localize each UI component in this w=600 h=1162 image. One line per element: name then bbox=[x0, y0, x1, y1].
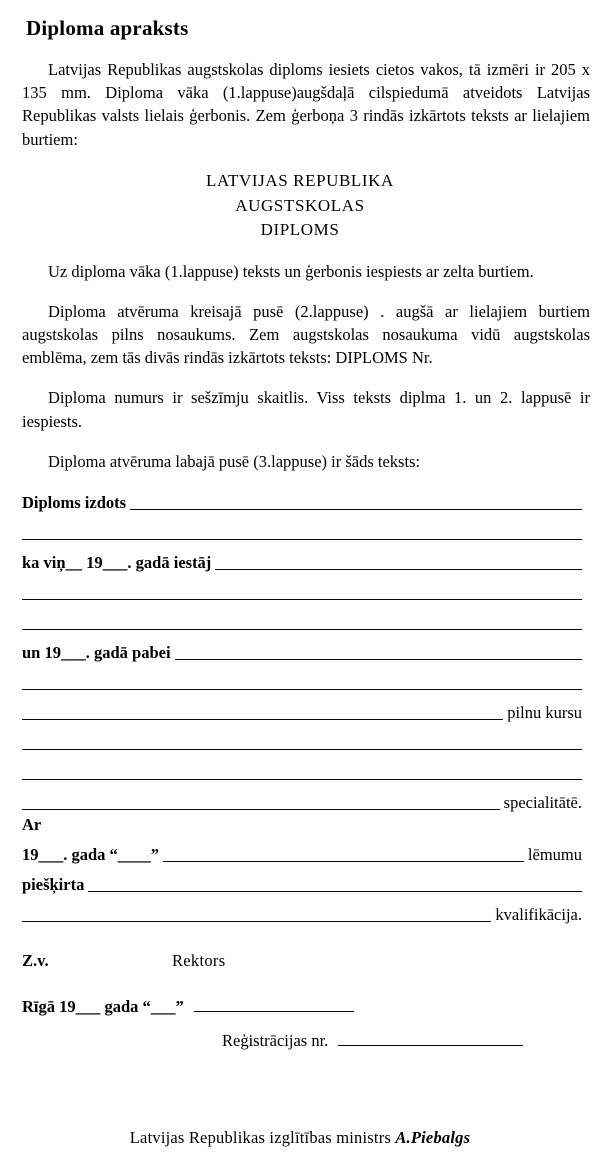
fill-line[interactable] bbox=[22, 628, 582, 630]
label-riga-gada: Rīgā 19___ gada “___” bbox=[22, 997, 184, 1017]
signature-row bbox=[22, 951, 582, 971]
label-registracijas-nr: Reģistrācijas nr. bbox=[222, 1031, 329, 1051]
label-ar: Ar bbox=[22, 815, 42, 835]
label-gada-datums: 19___. gada “____” bbox=[22, 845, 160, 865]
fill-line[interactable] bbox=[22, 748, 582, 750]
label-pilnu-kursu: pilnu kursu bbox=[507, 703, 582, 723]
paragraph-2: Uz diploma vāka (1.lappuse) teksts un ģerbonis iespiests ar zelta burtiem. bbox=[48, 261, 534, 281]
fill-line[interactable] bbox=[22, 538, 582, 540]
label-specialitate: specialitātē. bbox=[503, 793, 582, 813]
form-row-specialitate bbox=[22, 785, 582, 815]
form-row-blank-3 bbox=[22, 605, 582, 635]
label-diploms-izdots: Diploms izdots bbox=[22, 493, 127, 513]
label-un-gada-pabei: un 19___. gadā pabei bbox=[22, 643, 171, 663]
footer-signature bbox=[0, 1128, 600, 1148]
riga-date-row bbox=[22, 997, 582, 1017]
label-lemumu: lēmumu bbox=[527, 845, 582, 865]
form-row-kvalifikacija bbox=[22, 897, 582, 927]
fill-line[interactable] bbox=[88, 890, 582, 892]
form-row-diploms-izdots bbox=[22, 485, 582, 515]
fill-line[interactable] bbox=[22, 920, 491, 922]
form-row-blank-5 bbox=[22, 725, 582, 755]
cover-line-1: LATVIJAS REPUBLIKA bbox=[206, 171, 394, 191]
fill-line[interactable] bbox=[194, 1010, 354, 1012]
form-row-blank-1 bbox=[22, 515, 582, 545]
fill-line[interactable] bbox=[22, 688, 582, 690]
fill-line[interactable] bbox=[130, 508, 582, 510]
fill-line[interactable] bbox=[215, 568, 582, 570]
form-row-blank-4 bbox=[22, 665, 582, 695]
fill-line[interactable] bbox=[22, 778, 582, 780]
body-text-block bbox=[22, 260, 590, 473]
registration-row bbox=[22, 1031, 582, 1051]
document-page bbox=[0, 16, 600, 1162]
fill-line[interactable] bbox=[22, 718, 503, 720]
paragraph-4: Diploma numurs ir sešzīmju skaitlis. Viss teksts diplma 1. un 2. lappusē ir iespiests. bbox=[22, 388, 590, 431]
footer-minister-name: A.Piebalgs bbox=[395, 1128, 471, 1147]
fill-line[interactable] bbox=[163, 860, 524, 862]
paragraph-1: Latvijas Republikas augstskolas diploms iesiets cietos vakos, tā izmēri ir 205 x 135 mm. Diploma vāka (1.lappuse)augšdaļā cilspiedumā atveidots Latvijas Republikas valsts lielais ģerbonis. Zem ģerboņa 3 rindās izkārtots teksts ar lielajiem burtiem: bbox=[22, 59, 590, 149]
cover-line-2: AUGSTSKOLAS bbox=[235, 195, 365, 215]
intro-text-block bbox=[22, 58, 590, 152]
cover-line-3: DIPLOMS bbox=[260, 220, 340, 240]
form-row-ar bbox=[22, 815, 582, 837]
fill-line[interactable] bbox=[22, 808, 500, 810]
paragraph-3: Diploma atvēruma kreisajā pusē (2.lappuse) . augšā ar lielajiem burtiem augstskolas pilns nosaukums. Zem augstskolas nosaukuma vidū augstskolas emblēma, zem tās divās rindās izkārtots teksts: DIPLOMS Nr. bbox=[22, 301, 590, 368]
fill-line[interactable] bbox=[22, 598, 582, 600]
label-kvalifikacija: kvalifikācija. bbox=[495, 905, 582, 925]
form-row-pabei bbox=[22, 635, 582, 665]
form-row-pilnu-kursu bbox=[22, 695, 582, 725]
diploma-form bbox=[22, 485, 582, 927]
label-pieskirta: piešķirta bbox=[22, 875, 85, 895]
cover-text-block bbox=[0, 169, 600, 243]
form-row-pieskirta bbox=[22, 867, 582, 897]
paragraph-5: Diploma atvēruma labajā pusē (3.lappuse) ir šāds teksts: bbox=[48, 451, 421, 471]
label-zv: Z.v. bbox=[22, 951, 49, 971]
fill-line[interactable] bbox=[175, 658, 582, 660]
page-title: Diploma apraksts bbox=[26, 16, 189, 40]
form-row-iestaj bbox=[22, 545, 582, 575]
form-row-lemumu bbox=[22, 837, 582, 867]
form-row-blank-6 bbox=[22, 755, 582, 785]
label-rektors: Rektors bbox=[172, 951, 226, 971]
form-row-blank-2 bbox=[22, 575, 582, 605]
fill-line[interactable] bbox=[338, 1044, 523, 1046]
label-ka-vin-gada-iestaj: ka viņ__ 19___. gadā iestāj bbox=[22, 553, 212, 573]
footer-text: Latvijas Republikas izglītības ministrs bbox=[129, 1128, 392, 1147]
